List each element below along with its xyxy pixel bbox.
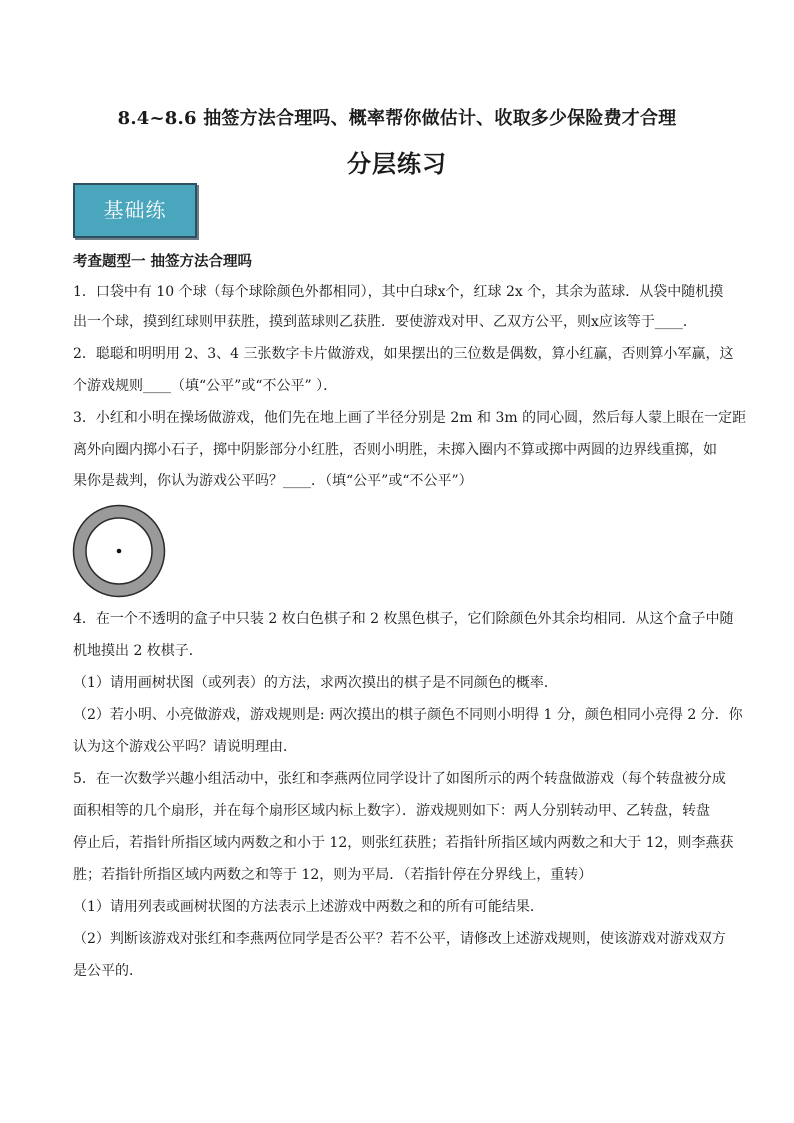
question-4-line-1: 4．在一个不透明的盒子中只装 2 枚白色棋子和 2 枚黑色棋子，它们除颜色外其余均相同．从这个盒子中随	[73, 611, 734, 627]
question-5-part-2-line-1: （2）判断该游戏对张红和李燕两位同学是否公平？若不公平，请修改上述游戏规则，使该游戏对游戏双方	[73, 931, 726, 947]
page-subtitle: 分层练习	[347, 149, 447, 178]
concentric-circles-svg	[72, 504, 166, 598]
question-5-line-3: 停止后，若指针所指区域内两数之和小于 12，则张红获胜；若指针所指区域内两数之和大于 12，则李燕获	[73, 835, 734, 851]
center-point	[117, 549, 122, 554]
question-1-line-1: 1．口袋中有 10 个球（每个球除颜色外都相同），其中白球x个，红球 2x 个，其余为蓝球．从袋中随机摸	[73, 284, 724, 300]
question-5-line-4: 胜；若指针所指区域内两数之和等于 12，则为平局．（若指针停在分界线上，重转）	[73, 867, 593, 883]
question-1-line-2: 出一个球，摸到红球则甲获胜，摸到蓝球则乙获胜．要使游戏对甲、乙双方公平，则x应该等于____．	[73, 314, 697, 330]
question-4-line-2: 机地摸出 2 枚棋子．	[73, 643, 203, 659]
question-5-part-2-line-2: 是公平的．	[73, 963, 143, 979]
page-title: 8.4~8.6 抽签方法合理吗、概率帮你做估计、收取多少保险费才合理	[117, 108, 677, 129]
question-3-line-1: 3．小红和小明在操场做游戏，他们先在地上画了半径分别是 2m 和 3m 的同心圆，然后每人蒙上眼在一定距	[73, 410, 747, 426]
question-5-part-1: （1）请用列表或画树状图的方法表示上述游戏中两数之和的所有可能结果．	[73, 899, 544, 915]
question-2-line-1: 2．聪聪和明明用 2、3、4 三张数字卡片做游戏，如果摆出的三位数是偶数，算小红赢，否则算小军赢，这	[73, 346, 734, 362]
question-5-line-1: 5．在一次数学兴趣小组活动中，张红和李燕两位同学设计了如图所示的两个转盘做游戏（每个转盘被分成	[73, 771, 726, 787]
concentric-circles-figure	[72, 504, 166, 598]
question-4-part-1: （1）请用画树状图（或列表）的方法，求两次摸出的棋子是不同颜色的概率．	[73, 675, 558, 691]
level-banner: 基础练	[73, 183, 197, 238]
question-3-line-3: 果你是裁判，你认为游戏公平吗？____．（填“公平”或“不公平”）	[73, 473, 473, 489]
question-5-line-2: 面积相等的几个扇形，并在每个扇形区域内标上数字）．游戏规则如下：两人分别转动甲、乙转盘，转盘	[73, 803, 710, 819]
question-4-part-2-line-1: （2）若小明、小亮做游戏，游戏规则是: 两次摸出的棋子颜色不同则小明得 1 分，颜色相同小亮得 2 分．你	[73, 707, 743, 723]
question-2-line-2: 个游戏规则____（填“公平”或“不公平” ）．	[73, 378, 338, 394]
question-3-line-2: 离外向圈内掷小石子，掷中阴影部分小红胜，否则小明胜，未掷入圈内不算或掷中两圆的边界线重掷，如	[73, 442, 717, 458]
section-heading: 考查题型一 抽签方法合理吗	[73, 253, 253, 270]
question-4-part-2-line-2: 认为这个游戏公平吗？请说明理由．	[73, 739, 297, 755]
